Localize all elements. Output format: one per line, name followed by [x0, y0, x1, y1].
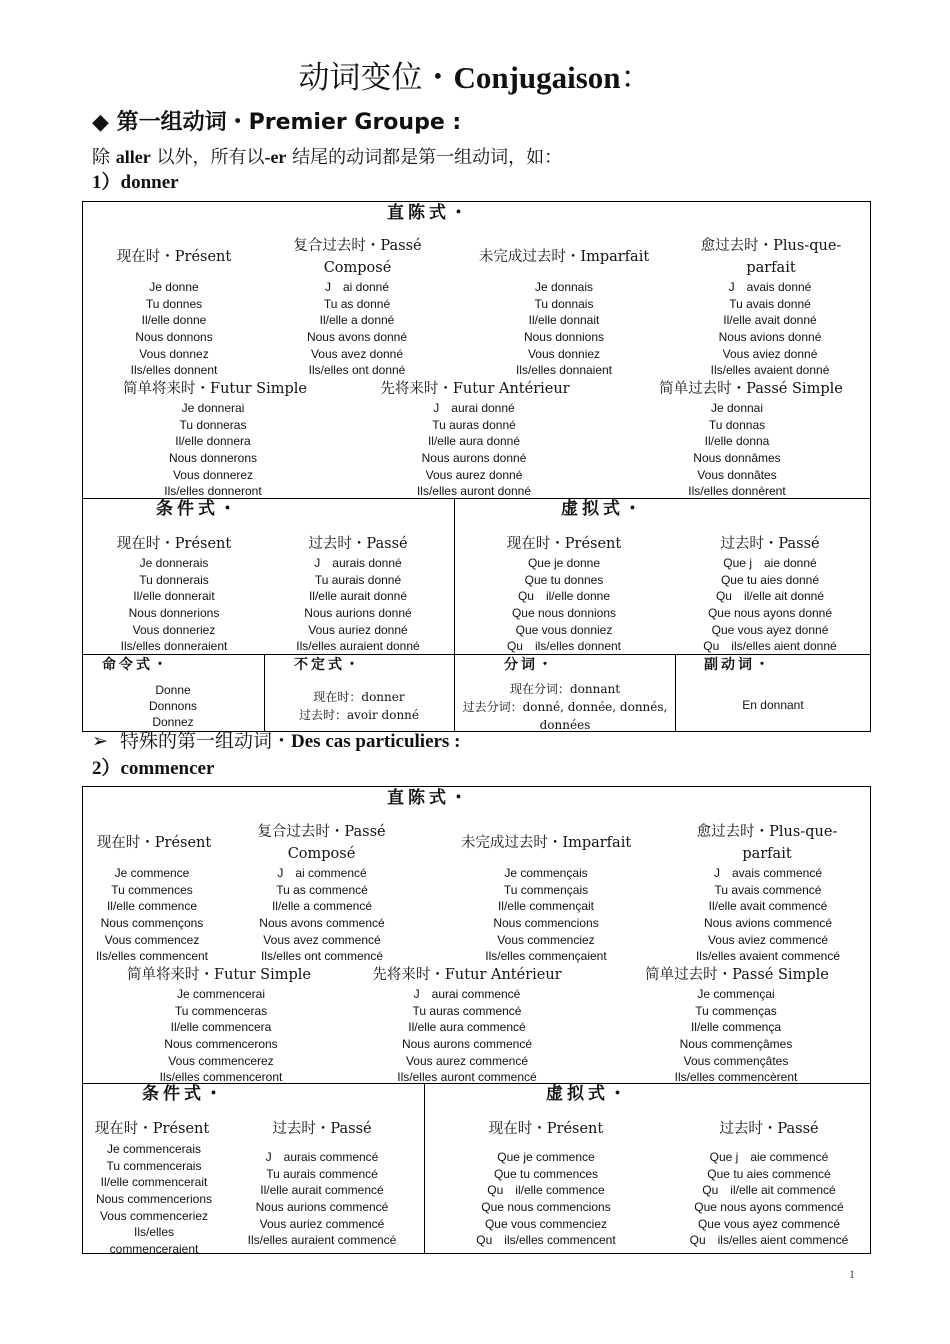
forms-passe-simple: Je donnai Tu donnas Il/elle donna Nous donnâmes Vous donnâtes Ils/elles donnèrent — [688, 401, 786, 499]
tense-plus-que-parfait: 愈过去时・Plus-que-parfait — [696, 824, 838, 862]
tense-imparfait: 未完成过去时・Imparfait — [460, 835, 632, 851]
infinitif-forms: 现在时：donner 过去时：avoir donné — [298, 690, 419, 722]
tense-passe-simple: 简单过去时・Passé Simple — [659, 381, 843, 397]
forms-plus-que-parfait: J avais commencé Tu avais commencé Il/elle avait commencé Nous avions commencé Vous aviez commencé Ils/elles avaient commencé — [695, 866, 841, 964]
forms-futur-anterieur: J aurai donné Tu auras donné Il/elle aura donné Nous aurons donné Vous aurez donné Ils/elles auront donné — [416, 401, 532, 499]
mood-subjonctif: 虚拟式・ — [546, 1084, 630, 1104]
tense-subj-passe: 过去时・Passé — [719, 1121, 819, 1137]
forms-subj-passe: Que j aie donné Que tu aies donné Qu il/elle ait donné Que nous ayons donné Que vous ayez donné Qu ils/elles aient donné — [703, 556, 837, 654]
forms-futur-anterieur: J aurai commencé Tu auras commencé Il/elle aura commencé Nous aurons commencé Vous aurez commencé Ils/elles auront commencé — [397, 987, 537, 1085]
divider — [264, 654, 265, 732]
section-heading-premier-groupe: ◆ 第一组动词・Premier Groupe : — [92, 110, 462, 135]
mood-indicatif: 直陈式・ — [387, 788, 471, 808]
tense-futur-simple: 简单将来时・Futur Simple — [123, 381, 307, 397]
forms-passe-compose: J ai commencé Tu as commencé Il/elle a commencé Nous avons commencé Vous avez commencé Ils/elles ont commencé — [259, 866, 385, 964]
mood-indicatif: 直陈式・ — [387, 203, 471, 223]
forms-imparfait: Je donnais Tu donnais Il/elle donnait Nous donnions Vous donniez Ils/elles donnaient — [515, 280, 613, 378]
tense-subj-present: 现在时・Présent — [488, 1121, 604, 1137]
tense-cond-present: 现在时・Présent — [94, 1121, 210, 1137]
forms-subj-passe: Que j aie commencé Que tu aies commencé Qu il/elle ait commencé Que nous ayons commencé Que vous ayez commencé Qu ils/elles aient commencé — [689, 1150, 849, 1248]
tense-futur-anterieur: 先将来时・Futur Antérieur — [380, 381, 570, 397]
forms-plus-que-parfait: J avais donné Tu avais donné Il/elle avait donné Nous avions donné Vous aviez donné Ils/elles avaient donné — [710, 280, 830, 378]
tense-present: 现在时・Présent — [96, 835, 212, 851]
tense-passe-compose: 复合过去时・Passé Composé — [293, 238, 422, 276]
mood-imperatif: 命令式・ — [102, 657, 170, 673]
mood-conditionnel: 条件式・ — [156, 499, 240, 519]
forms-futur-simple: Je commencerai Tu commenceras Il/elle commencera Nous commencerons Vous commencerez Ils/elles commenceront — [159, 987, 283, 1085]
forms-cond-present: Je donnerais Tu donnerais Il/elle donnerait Nous donnerions Vous donneriez Ils/elles donneraient — [120, 556, 228, 654]
forms-subj-present: Que je commence Que tu commences Qu il/elle commence Que nous commencions Que vous commenciez Qu ils/elles commencent — [476, 1150, 616, 1248]
tense-futur-simple: 简单将来时・Futur Simple — [127, 967, 311, 983]
mood-conditionnel: 条件式・ — [142, 1084, 226, 1104]
tense-passe-compose: 复合过去时・Passé Composé — [257, 824, 386, 862]
mood-gerondif: 副动词・ — [704, 657, 772, 673]
forms-passe-compose: J ai donné Tu as donné Il/elle a donné Nous avons donné Vous avez donné Ils/elles ont donné — [306, 280, 408, 378]
gerondif-form: En donnant — [742, 698, 804, 712]
mood-participe: 分词・ — [504, 657, 555, 673]
mood-infinitif: 不定式・ — [294, 657, 362, 673]
forms-futur-simple: Je donnerai Tu donneras Il/elle donnera Nous donnerons Vous donnerez Ils/elles donneront — [164, 401, 262, 499]
page-title: 动词变位・Conjugaison： — [298, 60, 652, 96]
tense-cond-passe: 过去时・Passé — [272, 1121, 372, 1137]
tense-cond-passe: 过去时・Passé — [308, 536, 408, 552]
forms-imparfait: Je commençais Tu commençais Il/elle commençait Nous commencions Vous commenciez Ils/elles commençaient — [485, 866, 607, 964]
forms-present: Je donne Tu donnes Il/elle donne Nous donnons Vous donnez Ils/elles donnent — [130, 280, 218, 378]
forms-cond-passe: J aurais donné Tu aurais donné Il/elle aurait donné Nous aurions donné Vous auriez donné Ils/elles auraient donné — [296, 556, 420, 654]
tense-futur-anterieur: 先将来时・Futur Antérieur — [372, 967, 562, 983]
divider — [454, 498, 455, 732]
arrow-bullet-icon: ➢ — [92, 730, 108, 752]
verb-heading-donner: 1）donner — [92, 172, 179, 193]
forms-present: Je commence Tu commences Il/elle commence Nous commençons Vous commencez Ils/elles commencent — [95, 866, 209, 964]
forms-passe-simple: Je commençai Tu commenças Il/elle commença Nous commençâmes Vous commençâtes Ils/elles commencèrent — [674, 987, 798, 1085]
diamond-bullet-icon: ◆ — [92, 110, 109, 135]
tense-cond-present: 现在时・Présent — [116, 536, 232, 552]
forms-cond-passe: J aurais commencé Tu aurais commencé Il/elle aurait commencé Nous aurions commencé Vous auriez commencé Ils/elles auraient commencé — [247, 1150, 397, 1248]
tense-imparfait: 未完成过去时・Imparfait — [478, 249, 650, 265]
forms-subj-present: Que je donne Que tu donnes Qu il/elle donne Que nous donnions Que vous donniez Qu ils/elles donnent — [506, 556, 622, 654]
subheading-cas-particuliers: ➢ 特殊的第一组动词・Des cas particuliers : — [92, 730, 461, 752]
participe-forms: 现在分词：donnant 过去分词：donné, donnée, donnés, données — [462, 682, 668, 732]
tense-subj-passe: 过去时・Passé — [720, 536, 820, 552]
forms-imperatif: Donne Donnons Donnez — [148, 683, 198, 729]
verb-heading-commencer: 2）commencer — [92, 758, 215, 779]
divider — [675, 654, 676, 732]
forms-cond-present: Je commencerais Tu commencerais Il/elle commencerait Nous commencerions Vous commenceriez Ils/elles commenceraient — [95, 1142, 213, 1257]
tense-present: 现在时・Présent — [116, 249, 232, 265]
page-number: 1 — [849, 1267, 855, 1281]
tense-subj-present: 现在时・Présent — [506, 536, 622, 552]
tense-passe-simple: 简单过去时・Passé Simple — [645, 967, 829, 983]
mood-subjonctif: 虚拟式・ — [561, 499, 645, 519]
intro-text: 除 aller 以外，所有以-er 结尾的动词都是第一组动词，如： — [92, 147, 563, 168]
divider — [424, 1083, 425, 1254]
tense-plus-que-parfait: 愈过去时・Plus-que-parfait — [700, 238, 842, 276]
